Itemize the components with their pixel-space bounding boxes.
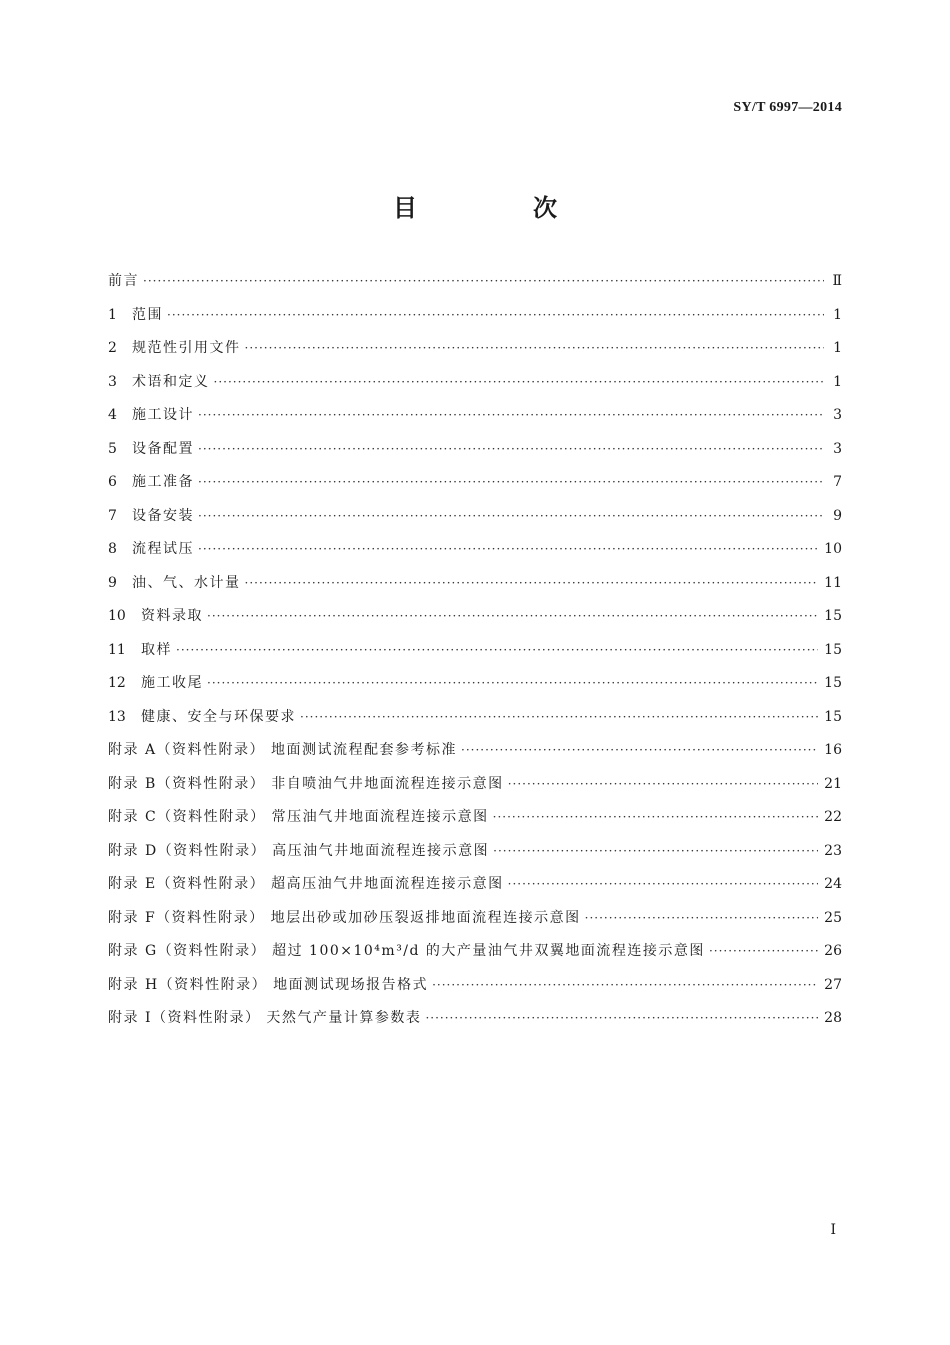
toc-entry-label: 附录 B（资料性附录） 非自喷油气井地面流程连接示意图: [108, 775, 504, 792]
toc-entry-label: 设备配置: [132, 440, 194, 457]
toc-entry-label: 施工准备: [132, 474, 194, 490]
toc-entry-6[interactable]: [108, 471, 842, 505]
toc-entry-page: 28: [824, 1010, 842, 1026]
dot-leader: [198, 509, 824, 523]
toc-entry-page: 21: [824, 775, 842, 792]
toc-entry-page: Ⅱ: [832, 273, 842, 289]
toc-entry-label: 附录 F（资料性附录） 地层出砂或加砂压裂返排地面流程连接示意图: [108, 909, 581, 926]
toc-entry-number: 2: [108, 340, 117, 356]
toc-entry-12[interactable]: [108, 672, 842, 706]
dot-leader: [207, 676, 818, 690]
toc-entry-number: 10: [108, 608, 126, 624]
toc-entry-label: 附录 G（资料性附录） 超过 100×10⁴m³/d 的大产量油气井双翼地面流程连接示意图: [108, 943, 705, 959]
toc-entry-appendix-d[interactable]: [108, 840, 842, 874]
dot-leader: [167, 308, 824, 322]
toc-entry-appendix-b[interactable]: [108, 773, 842, 807]
dot-leader: [207, 609, 818, 623]
toc-entry-page: 26: [824, 943, 842, 959]
toc-entry-label: 施工收尾: [141, 675, 203, 691]
toc-entry-3[interactable]: [108, 371, 842, 405]
toc-entry-appendix-a[interactable]: [108, 739, 842, 773]
toc-entry-page: 3: [833, 407, 842, 423]
dot-leader: [585, 911, 819, 925]
toc-entry-page: 27: [824, 976, 842, 993]
toc-entry-label: 健康、安全与环保要求: [141, 708, 296, 725]
toc-entry-label: 施工设计: [132, 407, 194, 423]
toc-entry-page: 15: [824, 708, 842, 725]
toc-entry-label: 资料录取: [141, 608, 203, 624]
standard-code: SY/T 6997—2014: [733, 100, 842, 115]
toc-entry-label: 附录 D（资料性附录） 高压油气井地面流程连接示意图: [108, 842, 490, 859]
dot-leader: [176, 643, 818, 657]
dot-leader: [508, 877, 819, 891]
page-title: 目 次: [393, 193, 603, 222]
dot-leader: [461, 743, 818, 757]
toc-entry-number: 6: [108, 474, 117, 490]
dot-leader: [214, 375, 825, 389]
toc-entry-label: 流程试压: [132, 541, 194, 557]
dot-leader: [198, 442, 824, 456]
toc-entry-number: 7: [108, 507, 117, 524]
toc-entry-label: 油、气、水计量: [132, 574, 241, 591]
toc-entry-11[interactable]: [108, 639, 842, 673]
toc-entry-4[interactable]: [108, 404, 842, 438]
toc-entry-label: 附录 A（资料性附录） 地面测试流程配套参考标准: [108, 742, 458, 758]
toc-entry-appendix-g[interactable]: [108, 940, 842, 974]
toc-entry-number: 4: [108, 407, 117, 423]
toc-entry-page: 1: [833, 306, 842, 323]
toc-entry-appendix-c[interactable]: [108, 806, 842, 840]
dot-leader: [198, 542, 818, 556]
toc-entry-page: 22: [824, 809, 842, 825]
toc-entry-9[interactable]: [108, 572, 842, 606]
toc-entry-page: 10: [824, 541, 842, 557]
toc-entry-appendix-i[interactable]: [108, 1007, 842, 1041]
toc-entry-number: 11: [108, 641, 126, 658]
dot-leader: [198, 475, 824, 489]
toc-entry-label: 附录 C（资料性附录） 常压油气井地面流程连接示意图: [108, 809, 489, 825]
toc-entry-7[interactable]: [108, 505, 842, 539]
toc-entry-appendix-f[interactable]: [108, 907, 842, 941]
toc-entry-13[interactable]: [108, 706, 842, 740]
toc-entry-number: 1: [108, 306, 117, 323]
toc-entry-page: 11: [824, 574, 842, 591]
dot-leader: [508, 777, 818, 791]
toc-entry-label: 范围: [132, 306, 163, 323]
toc-entry-page: 23: [824, 842, 842, 859]
dot-leader: [425, 1011, 818, 1025]
toc-entry-label: 取样: [141, 641, 172, 658]
toc-entry-page: 9: [833, 507, 842, 524]
toc-entry-page: 24: [824, 876, 842, 892]
table-of-contents: [108, 270, 842, 1041]
toc-entry-label: 规范性引用文件: [132, 340, 241, 356]
dot-leader: [493, 844, 818, 858]
toc-entry-label: 附录 H（资料性附录） 地面测试现场报告格式: [108, 976, 429, 993]
toc-entry-1[interactable]: [108, 304, 842, 338]
toc-entry-10[interactable]: [108, 605, 842, 639]
toc-entry-page: 7: [833, 474, 842, 490]
toc-entry-page: 3: [833, 440, 842, 457]
dot-leader: [245, 341, 825, 355]
toc-entry-page: 15: [824, 675, 842, 691]
toc-entry-page: 15: [824, 608, 842, 624]
toc-entry-label: 附录 I（资料性附录） 天然气产量计算参数表: [108, 1010, 422, 1026]
dot-leader: [432, 978, 818, 992]
toc-entry-number: 9: [108, 574, 117, 591]
toc-entry-appendix-h[interactable]: [108, 974, 842, 1008]
toc-entry-label: 附录 E（资料性附录） 超高压油气井地面流程连接示意图: [108, 876, 504, 892]
toc-entry-number: 13: [108, 708, 126, 725]
toc-entry-label: 术语和定义: [132, 373, 210, 390]
toc-entry-number: 5: [108, 440, 117, 457]
toc-entry-label: 前言: [108, 273, 139, 289]
dot-leader: [709, 944, 818, 958]
toc-entry-number: 3: [108, 373, 117, 390]
toc-entry-label: 设备安装: [132, 507, 194, 524]
toc-entry-page: 1: [833, 373, 842, 390]
toc-entry-8[interactable]: [108, 538, 842, 572]
toc-entry-number: 12: [108, 675, 126, 691]
toc-entry-number: 8: [108, 541, 117, 557]
toc-entry-appendix-e[interactable]: [108, 873, 842, 907]
toc-entry-5[interactable]: [108, 438, 842, 472]
toc-entry-foreword[interactable]: [108, 270, 842, 304]
page-folio: Ⅰ: [830, 1222, 836, 1238]
toc-entry-page: 15: [824, 641, 842, 658]
toc-entry-page: 1: [833, 340, 842, 356]
dot-leader: [245, 576, 819, 590]
dot-leader: [143, 274, 824, 288]
toc-entry-page: 16: [824, 742, 842, 758]
toc-entry-2[interactable]: [108, 337, 842, 371]
toc-entry-page: 25: [824, 909, 842, 926]
dot-leader: [198, 408, 824, 422]
dot-leader: [300, 710, 818, 724]
dot-leader: [493, 810, 819, 824]
